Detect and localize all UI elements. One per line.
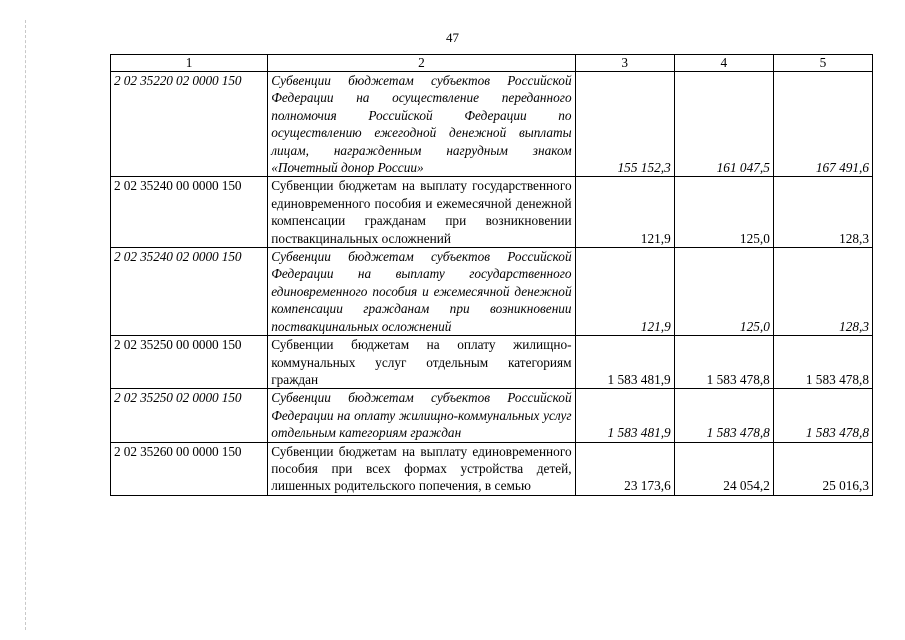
value-column-5-cell: 25 016,3 xyxy=(773,442,872,495)
description-cell: Субвенции бюджетам на выплату единовременного пособия при всех формах устройства детей, лишенных родительского попечения, в семью xyxy=(268,442,575,495)
scan-edge-mark xyxy=(25,20,26,630)
value-column-4-cell: 161 047,5 xyxy=(674,72,773,177)
description-cell: Субвенции бюджетам субъектов Российской Федерации на осуществление переданного полномочия Российской Федерации по осуществлению ежегодной денежной выплаты лицам, награжденным нагрудным знаком «Почетный донор России» xyxy=(268,72,575,177)
value-column-3-cell: 23 173,6 xyxy=(575,442,674,495)
value-column-3-cell: 1 583 481,9 xyxy=(575,336,674,389)
value-column-3-cell: 121,9 xyxy=(575,248,674,336)
description-cell: Субвенции бюджетам субъектов Российской Федерации на выплату государственного единовременного пособия и ежемесячной денежной компенсации гражданам при возникновении поствакцинальных осложнений xyxy=(268,248,575,336)
value-column-5-cell: 1 583 478,8 xyxy=(773,389,872,442)
value-column-4-cell: 125,0 xyxy=(674,177,773,248)
budget-code-cell: 2 02 35240 00 0000 150 xyxy=(111,177,268,248)
table-row xyxy=(111,177,873,248)
budget-code-cell: 2 02 35240 02 0000 150 xyxy=(111,248,268,336)
value-column-4-cell: 24 054,2 xyxy=(674,442,773,495)
value-column-5-cell: 128,3 xyxy=(773,177,872,248)
table-header-row xyxy=(111,55,873,72)
column-header-5: 5 xyxy=(773,55,872,72)
description-cell: Субвенции бюджетам субъектов Российской Федерации на оплату жилищно-коммунальных услуг отдельным категориям граждан xyxy=(268,389,575,442)
description-cell: Субвенции бюджетам на выплату государственного единовременного пособия и ежемесячной денежной компенсации гражданам при возникновении поствакцинальных осложнений xyxy=(268,177,575,248)
table-row xyxy=(111,442,873,495)
budget-code-cell: 2 02 35260 00 0000 150 xyxy=(111,442,268,495)
table-row xyxy=(111,248,873,336)
value-column-3-cell: 1 583 481,9 xyxy=(575,389,674,442)
budget-table xyxy=(110,54,873,496)
column-header-2: 2 xyxy=(268,55,575,72)
column-header-4: 4 xyxy=(674,55,773,72)
table-row xyxy=(111,72,873,177)
value-column-3-cell: 121,9 xyxy=(575,177,674,248)
table-row xyxy=(111,336,873,389)
budget-code-cell: 2 02 35220 02 0000 150 xyxy=(111,72,268,177)
value-column-5-cell: 167 491,6 xyxy=(773,72,872,177)
value-column-4-cell: 1 583 478,8 xyxy=(674,336,773,389)
value-column-3-cell: 155 152,3 xyxy=(575,72,674,177)
table-row xyxy=(111,389,873,442)
value-column-5-cell: 128,3 xyxy=(773,248,872,336)
description-cell: Субвенции бюджетам на оплату жилищно-коммунальных услуг отдельным категориям граждан xyxy=(268,336,575,389)
value-column-4-cell: 1 583 478,8 xyxy=(674,389,773,442)
value-column-4-cell: 125,0 xyxy=(674,248,773,336)
column-header-3: 3 xyxy=(575,55,674,72)
budget-code-cell: 2 02 35250 00 0000 150 xyxy=(111,336,268,389)
value-column-5-cell: 1 583 478,8 xyxy=(773,336,872,389)
column-header-1: 1 xyxy=(111,55,268,72)
budget-code-cell: 2 02 35250 02 0000 150 xyxy=(111,389,268,442)
page-number: 47 xyxy=(446,30,459,45)
